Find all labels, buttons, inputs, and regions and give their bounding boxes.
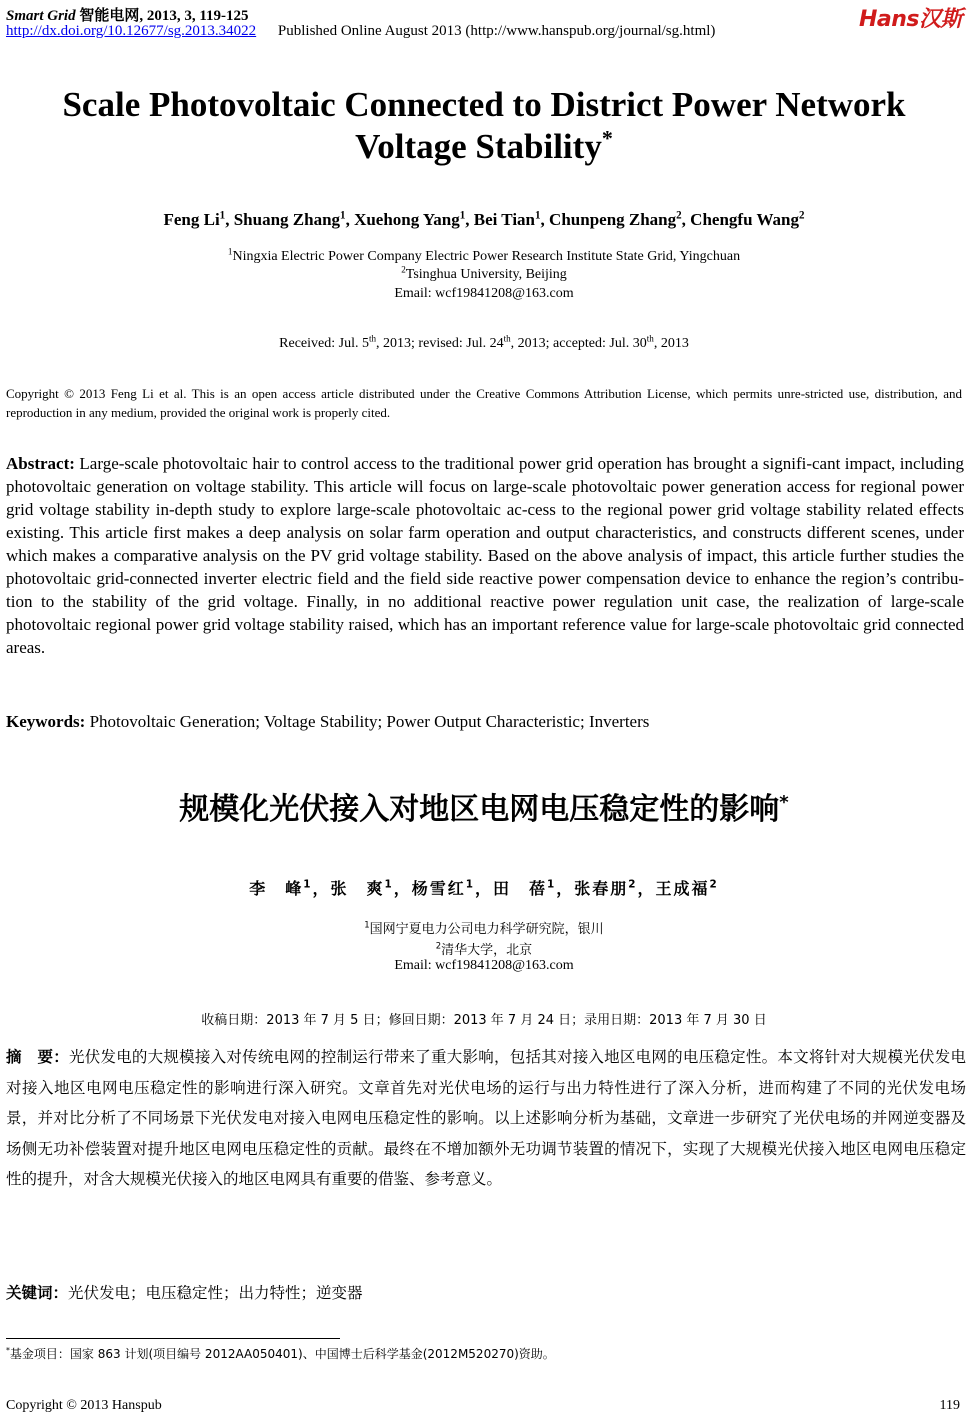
- author-en: Shuang Zhang$^1$,: [233, 209, 355, 229]
- abstract-label: Abstract:: [6, 454, 75, 473]
- email-en: Email: wcf19841208@163.com: [394, 286, 574, 301]
- title-en-line1: Scale Photovoltaic Connected to District Power Network: [62, 85, 906, 124]
- abstract-zh: [6, 1042, 966, 1195]
- copyright-notice: Copyright © 2013 Feng Li et al. This is an open access article distributed under the Creative Commons Attribution License, which permits unre-stricted use, distribution, and reproduction in any medium, provided the original work is properly cited.: [6, 386, 962, 420]
- email-zh: Email: wcf19841208@163.com: [394, 958, 574, 973]
- footer-copyright: Copyright © 2013 Hanspub: [6, 1398, 162, 1413]
- doi-link[interactable]: http://dx.doi.org/10.12677/sg.2013.34022: [6, 23, 257, 39]
- abstract-zh-text: 光伏发电的大规模接入对传统电网的控制运行带来了重大影响，包括其对接入地区电网的电压稳定性。本文将针对大规模光伏发电对接入地区电网电压稳定性的影响进行深入研究。文章首先对光伏电场的运行与出力特性进行了深入分析，进而构建了不同的光伏发电场景，并对比分析了不同场景下光伏发电对接入电网电压稳定性的影响。以上述影响分析为基础，文章进一步研究了光伏电场的并网逆变器及场侧无功补偿装置对提升地区电网电压稳定性的贡献。最终在不增加额外无功调节装置的情况下，实现了大规模光伏接入地区电网电压稳定性的提升，对含大规模光伏接入的地区电网具有重要的借鉴、参考意义。: [6, 1048, 966, 1188]
- author-zh: 杨雪红$^1$，: [411, 878, 493, 898]
- keywords-zh-text: 光伏发电；电压稳定性；出力特性；逆变器: [68, 1284, 363, 1302]
- abstract-text: Large-scale photovoltaic hair to control access to the traditional power grid operation has brought a signifi-cant impact, including photovoltaic generation on voltage stability. This article will focus on large-scale photovoltaic power generation access for regional power grid voltage stability in-depth study to explore large-scale photovoltaic ac-cess to the regional power grid voltage stability related effects existing. This article first makes a deep analysis on solar farm operation and output characteristics, and constructs different scenes, under which makes a comparative analysis on the PV grid voltage stability. Based on the above analysis of impact, this article further studies the photovoltaic grid-connected inverter electric field and the field side reactive power compensation device to enhance the region’s contribu-tion to the stability of the grid voltage. Finally, in no additional reactive power regulation unit case, the realization of large-scale photovoltaic regional power grid voltage stability raised, which has an important reference value for large-scale photovoltaic grid connected areas.: [6, 454, 965, 657]
- affiliation-zh-2: $^2$清华大学，北京: [435, 940, 533, 958]
- authors-en: [0, 210, 968, 230]
- keywords-en: [6, 712, 649, 732]
- author-en: Xuehong Yang$^1$,: [354, 209, 474, 229]
- author-zh: 李 峰$^1$，: [249, 878, 331, 898]
- keywords-zh-label: 关键词：: [6, 1284, 69, 1302]
- affiliation-en-2: $^2$Tsinghua University, Beijing: [401, 264, 567, 282]
- author-en: Bei Tian$^1$,: [473, 209, 550, 229]
- affiliation-zh-1: $^1$国网宁夏电力公司电力科学研究院，银川: [364, 919, 604, 937]
- author-zh: 张春朋$^2$，: [574, 878, 656, 898]
- received-dates-en: Received: Jul. 5th, 2013; revised: Jul. 24th, 2013; accepted: Jul. 30th, 2013: [279, 333, 689, 351]
- footnote: *基金项目：国家 863 计划(项目编号 2012AA050401)、中国博士后科学基金(2012M520270)资助。: [6, 1346, 555, 1361]
- published-online: Published Online August 2013 (http://www.hanspub.org/journal/sg.html): [277, 23, 716, 39]
- author-zh: 田 蓓$^1$，: [493, 878, 575, 898]
- author-zh: 张 爽$^1$，: [330, 878, 412, 898]
- page-number: 119: [939, 1398, 960, 1413]
- keywords-text: Photovoltaic Generation; Voltage Stability; Power Output Characteristic; Inverters: [89, 712, 650, 731]
- author-en: Chengfu Wang$^2$: [690, 209, 805, 229]
- affiliation-en-1: $^1$Ningxia Electric Power Company Electric Power Research Institute State Grid, Yingchuan: [227, 246, 741, 264]
- keywords-label: Keywords:: [6, 712, 86, 731]
- title-en: [0, 84, 968, 168]
- title-zh: 规模化光伏接入对地区电网电压稳定性的影响*: [179, 792, 789, 827]
- keywords-zh: [6, 1281, 363, 1303]
- authors-zh: [0, 876, 968, 899]
- author-en: Chunpeng Zhang$^2$,: [549, 209, 691, 229]
- title-en-line2: Voltage Stability: [355, 127, 602, 166]
- footnote-divider: [6, 1338, 340, 1339]
- author-en: Feng Li$^1$,: [163, 209, 234, 229]
- abstract-en: [6, 452, 964, 659]
- abstract-zh-label: 摘 要：: [6, 1048, 69, 1066]
- hans-logo: Hans汉斯: [858, 7, 962, 32]
- title-en-mark: *: [601, 125, 613, 151]
- journal-issue: , 2013, 3, 119-125: [139, 8, 249, 24]
- doi-line: [6, 23, 715, 40]
- journal-name-zh: 智能电网: [79, 8, 140, 24]
- author-zh: 王成福$^2$: [655, 878, 719, 898]
- received-dates-zh: 收稿日期：2013 年 7 月 5 日；修回日期：2013 年 7 月 24 日；录用日期：2013 年 7 月 30 日: [201, 1013, 767, 1028]
- journal-name-en: Smart Grid: [6, 8, 76, 24]
- journal-header: [6, 4, 249, 25]
